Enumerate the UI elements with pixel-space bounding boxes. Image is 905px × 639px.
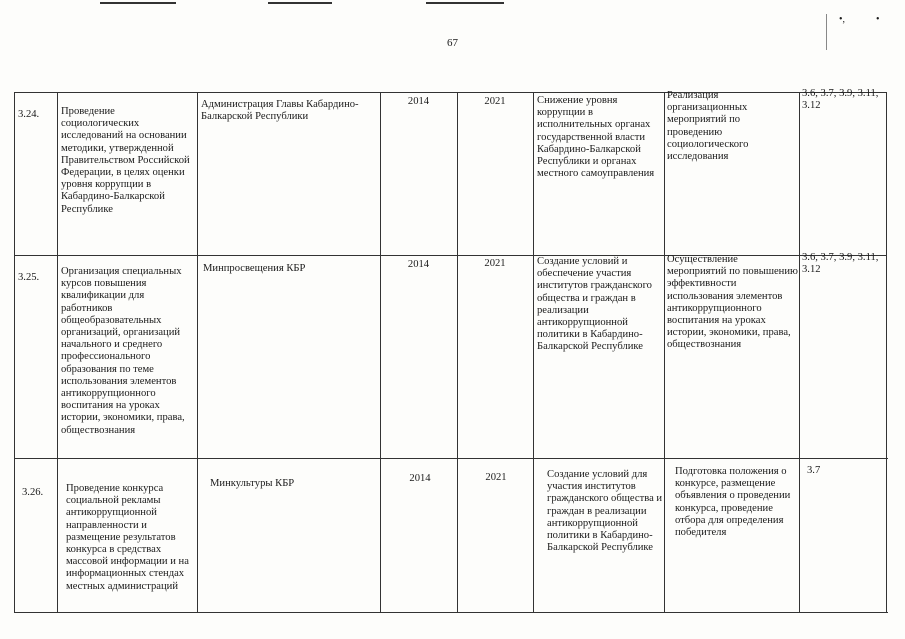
executor-text: Минпросвещения КБР [203,263,306,274]
scan-mark: • [876,14,880,25]
start-year: 2014 [407,96,430,107]
description-text: Реализация организационных мероприятий по проведению социологического исследования [667,90,749,163]
result-text: Снижение уровня коррупции в исполнительных органах государственной власти Кабардино-Балкарской Республики и органах местного самоуправления [537,95,655,180]
column-divider [799,92,800,613]
start-year: 2014 [409,473,431,484]
row-number: 3.24. [18,109,40,120]
result-text: Создание условий для участия институтов гражданского общества и граждан в реализации антикоррупционной политики в Кабардино-Балкарской Республике [547,469,663,554]
table-border [14,612,888,613]
column-divider [197,92,198,613]
executor-text: Минкультуры КБР [210,478,295,489]
column-divider [664,92,665,613]
link-text: 3.6, 3.7, 3.9, 3.11, 3.12 [802,252,879,276]
end-year: 2021 [485,472,507,483]
executor-text: Администрация Главы Кабардино-Балкарской Республики [201,99,359,123]
link-text: 3.6, 3.7, 3.9, 3.11, 3.12 [802,88,879,112]
column-divider [533,92,534,613]
scan-mark: •, [839,14,846,25]
end-year: 2021 [484,96,506,107]
end-year: 2021 [484,258,506,269]
page-number: 67 [447,37,458,49]
table-border [886,92,887,613]
column-divider [380,92,381,613]
link-text: 3.7 [807,465,821,476]
column-divider [57,92,58,613]
activity-text: Проведение социологических исследований на основании методики, утвержденной Правительством Российской Федерации, в целях оценки уровня коррупции в Кабардино-Балкарской Республике [61,106,190,215]
description-text: Подготовка положения о конкурсе, размещение объявления о проведении конкурса, проведение отбора для определения победителя [675,466,791,539]
column-divider [14,92,15,613]
activity-text: Проведение конкурса социальной рекламы антикоррупционной направленности и размещение результатов конкурса в средствах массовой информации и на информационных стендах местных администраций [66,483,189,592]
activity-text: Организация специальных курсов повышения квалификации для работников общеобразовательных организаций, организаций начального и среднего профессионального образования по теме использования элементов антикоррупционного воспитания на уроках истории, экономики, права, обществознания [61,266,185,436]
row-number: 3.26. [22,487,44,498]
description-text: Осуществление мероприятий по повышению эффективности использования элементов антикоррупционного воспитания на уроках истории, экономики, права, обществознания [667,254,798,351]
column-divider [457,92,458,613]
row-divider [14,458,888,459]
row-number: 3.25. [18,272,40,283]
result-text: Создание условий и обеспечение участия институтов гражданского общества и граждан в реализации антикоррупционной политики в Кабардино-Балкарской Республике [537,256,652,353]
start-year: 2014 [407,259,430,270]
